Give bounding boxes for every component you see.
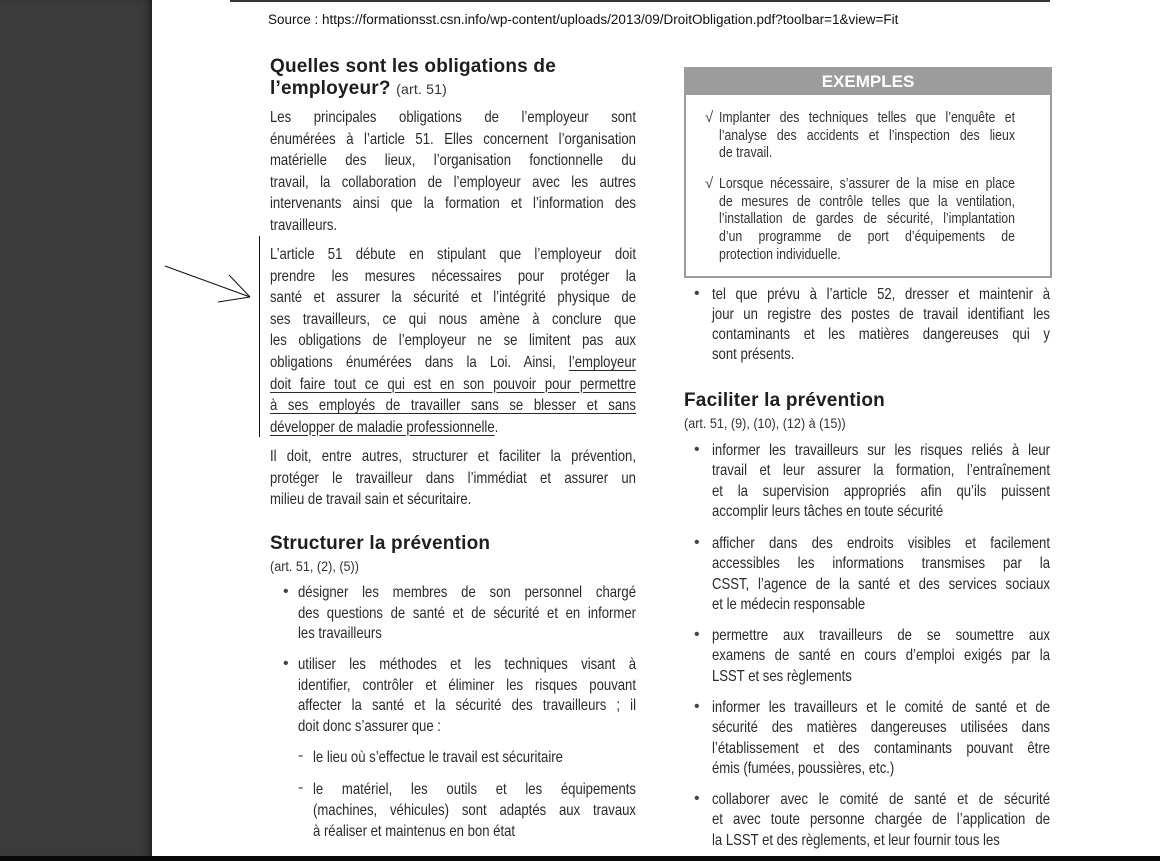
- text-line: le lieu où s’effectue le travail est sécuritaire: [313, 749, 563, 766]
- text-line: des questions de santé et de sécurité et en informer: [298, 604, 636, 622]
- bullet-icon: •: [694, 790, 700, 807]
- text-line: CSST, l’agence de la santé et des services sociaux: [712, 575, 1050, 593]
- bullet-icon: •: [283, 655, 289, 672]
- text-line: l’analyse des accidents et l’inspection des lieux: [719, 126, 1015, 144]
- checkmark-icon: √: [705, 175, 714, 192]
- text-line: santé et assurer la sécurité et l’intégrité physique de: [270, 289, 636, 307]
- text-line: les travailleurs: [298, 625, 382, 642]
- text-line: l’établissement et des contaminants pouvant être: [712, 739, 1050, 757]
- text-line: doit donc s’assurer que :: [298, 717, 441, 735]
- text-line: examens de santé en cours d’emploi exigés par la: [712, 647, 1050, 665]
- list-item: [313, 779, 636, 842]
- example-item: [719, 109, 1015, 162]
- heading-line1: Quelles sont les obligations de: [270, 56, 556, 77]
- text-line: informer les travailleurs et le comité de santé et de: [712, 699, 1050, 716]
- checkmark-icon: √: [705, 109, 714, 126]
- heading-obligations: [270, 56, 556, 100]
- text-line: informer les travailleurs sur les risques reliés à leur: [712, 442, 1050, 459]
- source-citation: Source : https://formationsst.csn.info/wp-content/uploads/2013/09/DroitObligation.pdf?toolbar=1&view=Fit: [268, 12, 899, 27]
- text-line: travailleurs.: [270, 216, 338, 234]
- text-line: désigner les membres de son personnel chargé: [298, 584, 636, 601]
- text-line: émis (fumées, poussières, etc.): [712, 759, 895, 777]
- heading-structurer: Structurer la prévention: [270, 533, 491, 554]
- list-item: [298, 655, 636, 737]
- text-line: LSST et ses règlements: [712, 667, 852, 685]
- heading-structurer-art: (art. 51, (2), (5)): [270, 558, 359, 574]
- text-line: obligations énumérées dans la Loi. Ainsi, l’employeur: [270, 353, 636, 371]
- text-line: protéger le travailleur dans l’immédiat et assurer un: [270, 469, 636, 487]
- viewer-bottom-bar: [0, 856, 1160, 861]
- text-line: sont présents.: [712, 346, 795, 363]
- text-line: de mesures de contrôle telles que la ventilation,: [719, 192, 1015, 210]
- hand-drawn-arrow-icon: [160, 260, 260, 310]
- list-item: [712, 534, 1050, 615]
- bullet-icon: •: [694, 626, 700, 643]
- text-line: affecter la santé et la sécurité des travailleurs ; il: [298, 697, 636, 714]
- text-line: tel que prévu à l’article 52, dresser et maintenir à: [712, 286, 1050, 303]
- text-line: sécurité des matières dangereuses utilisées dans: [712, 719, 1050, 737]
- top-rule: [230, 0, 1050, 2]
- text-line: utiliser les méthodes et les techniques visant à: [298, 656, 636, 673]
- text-line: la LSST et des règlements, et leur fournir tous les: [712, 831, 1000, 849]
- text-line: ses travailleurs, ce qui nous amène à conclure que: [270, 310, 636, 328]
- text-line: travail et leur assurer la formation, l’entraînement: [712, 462, 1050, 480]
- text-line: et avec toute personne chargée de l’application de: [712, 811, 1050, 829]
- text-line: (machines, véhicules) sont adaptés aux travaux: [313, 802, 636, 819]
- heading-faciliter-art: (art. 51, (9), (10), (12) à (15)): [684, 415, 846, 431]
- text-line: Lorsque nécessaire, s’assurer de la mise en place: [719, 175, 1015, 192]
- text-line: matérielle des lieux, l’organisation fonctionnelle du: [270, 152, 636, 169]
- bullet-icon: •: [694, 534, 700, 551]
- bullet-icon: •: [694, 285, 700, 302]
- text-line: d’un programme de port d’équipements de: [719, 228, 1015, 246]
- text-line: accessibles les informations transmises par la: [712, 555, 1050, 573]
- text-line: les obligations de l’employeur ne se limitent pas aux: [270, 332, 636, 350]
- text-line: le matériel, les outils et les équipements: [313, 781, 636, 798]
- heading-faciliter: Faciliter la prévention: [684, 390, 885, 411]
- text-line: L’article 51 débute en stipulant que l’employeur doit: [270, 246, 636, 263]
- examples-header: EXEMPLES: [684, 67, 1052, 95]
- text-line: protection individuelle.: [719, 245, 841, 263]
- text-line: l’installation de gardes de sécurité, l’implantation: [719, 210, 1015, 228]
- heading-art: (art. 51): [396, 81, 447, 97]
- text-line: accomplir leurs tâches en toute sécurité: [712, 502, 944, 520]
- text-line: permettre aux travailleurs de se soumettre aux: [712, 627, 1050, 644]
- text-line: prendre les mesures nécessaires pour protéger la: [270, 267, 636, 285]
- list-item: [712, 698, 1050, 779]
- text-line: Implanter des techniques telles que l’enquête et: [719, 109, 1015, 126]
- viewer-background: [0, 0, 152, 861]
- bullet-icon: •: [694, 441, 700, 458]
- list-item: [712, 790, 1050, 851]
- list-item: [298, 583, 636, 645]
- text-line: collaborer avec le comité de santé et de sécurité: [712, 791, 1050, 808]
- paragraph-article-51: [270, 244, 636, 438]
- dash-icon: -: [298, 779, 304, 796]
- paragraph-intro: [270, 107, 636, 236]
- dash-icon: -: [298, 747, 304, 764]
- heading-line2: l’employeur?: [270, 78, 391, 99]
- text-line: afficher dans des endroits visibles et facilement: [712, 535, 1050, 552]
- text-line: jour un registre des postes de travail identifiant les: [712, 306, 1050, 323]
- text-line: développer de maladie professionnelle.: [270, 418, 499, 436]
- text-line: contaminants et les matières dangereuses qui y: [712, 326, 1050, 343]
- text-line: Les principales obligations de l’employeur sont: [270, 109, 636, 126]
- paragraph-prevention: [270, 446, 636, 511]
- list-item: [712, 441, 1050, 522]
- text-line: et la supervision appropriés afin qu’ils puissent: [712, 482, 1050, 500]
- text-line: travail, la collaboration de l’employeur avec les autres: [270, 173, 636, 191]
- text-line: et le médecin responsable: [712, 595, 866, 613]
- text-line: Il doit, entre autres, structurer et faciliter la prévention,: [270, 448, 636, 465]
- bullet-icon: •: [283, 583, 289, 600]
- text-line: doit faire tout ce qui est en son pouvoir pour permettre: [270, 375, 636, 393]
- bullet-icon: •: [694, 698, 700, 715]
- list-item: [712, 626, 1050, 687]
- text-line: identifier, contrôler et éliminer les risques pouvant: [298, 676, 636, 694]
- list-item: [712, 285, 1050, 365]
- text-line: à réaliser et maintenus en bon état: [313, 823, 516, 840]
- text-line: énumérées à l’article 51. Elles concernent l’organisation: [270, 130, 636, 148]
- list-item: [313, 747, 636, 768]
- text-line: intervenants ainsi que la formation et l’information des: [270, 195, 636, 212]
- text-line: de travail.: [719, 144, 773, 162]
- example-item: [719, 175, 1015, 264]
- text-line: à ses employés de travailler sans se blesser et sans: [270, 397, 636, 415]
- text-line: milieu de travail sain et sécuritaire.: [270, 491, 472, 508]
